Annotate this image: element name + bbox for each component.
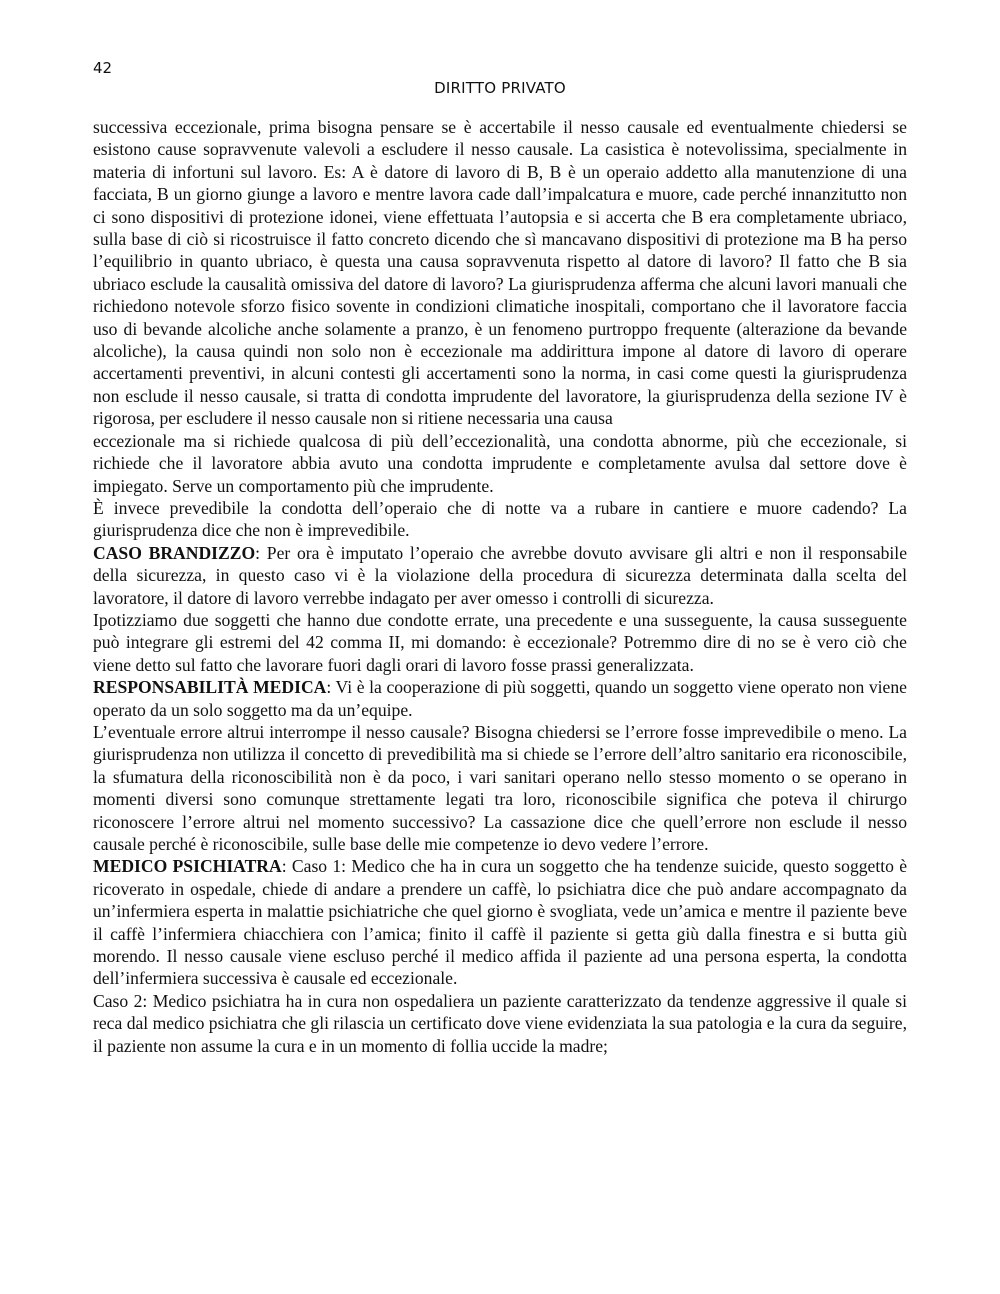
paragraph: [93, 676, 907, 721]
paragraph: [93, 497, 907, 542]
body-text: [93, 116, 907, 1057]
paragraph: [93, 609, 907, 676]
paragraph: [93, 990, 907, 1057]
paragraph: [93, 116, 907, 430]
running-header: DIRITTO PRIVATO: [434, 79, 566, 97]
paragraph-text: Caso 2: Medico psichiatra ha in cura non ospedaliera un paziente caratterizzato da tendenze aggressive il quale si reca dal medico psichiatra che gli rilascia un certificato dove viene evidenziata la sua patologia e la cura da seguire, il paziente non assume la cura e in un momento di follia uccide la madre;: [93, 990, 907, 1056]
paragraph-text: successiva eccezionale, prima bisogna pensare se è accertabile il nesso causale ed eventualmente chiedersi se esistono cause sopravvenute valevoli a escludere il nesso causale. La casistica è notevolissima, specialmente in materia di infortuni sul lavoro. Es: A è datore di lavoro di B, B è un operaio addetto alla manutenzione di una facciata, B un giorno giunge a lavoro e mentre lavora cade dall’impalcatura e muore, cade perché innanzitutto non ci sono dispositivi di protezione idonei, viene effettuata l’autopsia e si accerta che B era completamente ubriaco, sulla base di ciò si ricostruisce il fatto concreto dicendo che sì mancavano dispositivi di protezione ma B ha perso l’equilibrio in quanto ubriaco, è questa una causa sopravvenuta rispetto al datore di lavoro? Il fatto che B sia ubriaco esclude la causalità omissiva del datore di lavoro? La giurisprudenza afferma che alcuni lavori manuali che richiedono notevole sforzo fisico sovente in condizioni climatiche inospitali, comportano che il lavoratore faccia uso di bevande alcoliche anche solamente a pranzo, è un fenomeno purtroppo frequente (alterazione da bevande alcoliche), la causa quindi non solo non è eccezionale ma addirittura impone al datore di lavoro di operare accertamenti preventivi, in alcuni contesti gli accertamenti sono la norma, in casi come questi la giurisprudenza non esclude il nesso causale, si tratta di condotta imprudente del lavoratore, la giurisprudenza della sezione IV è rigorosa, per escludere il nesso causale non si ritiene necessaria una causa: [93, 117, 907, 429]
paragraph-text: È invece prevedibile la condotta dell’operaio che di notte va a rubare in cantiere e muore cadendo? La giurisprudenza dice che non è imprevedibile.: [93, 497, 907, 541]
paragraph: [93, 542, 907, 609]
paragraph-text: : Caso 1: Medico che ha in cura un soggetto che ha tendenze suicide, questo soggetto è ricoverato in ospedale, chiede di andare a prendere un caffè, lo psichiatra dice che può andare accompagnato da un’infermiera esperta in malattie psichiatriche che quel giorno è svogliata, vede un’amica e mentre il paziente beve il caffè l’infermiera chiacchiera con l’amica; finito il caffè il paziente si getta giù dalla finestra e si butta giù morendo. Il nesso causale viene escluso perché il medico affida il paziente ad una persona esperta, la condotta dell’infermiera successiva è causale ed eccezionale.: [93, 856, 908, 989]
paragraph-text: : Vi è la cooperazione di più soggetti, quando un soggetto viene operato non viene operato da un solo soggetto ma da un’equipe.: [93, 677, 907, 720]
paragraph-text: L’eventuale errore altrui interrompe il nesso causale? Bisogna chiedersi se l’errore fosse imprevedibile o meno. La giurisprudenza non utilizza il concetto di prevedibilità ma si chiede se l’errore dell’altro sanitario era riconoscibile, la sfumatura della riconoscibilità non è da poco, i vari sanitari operano nello stesso momento o se operano in momenti diversi sono comunque strettamente legati tra loro, riconoscibile significa che poteva il chirurgo riconoscere l’errore altrui nel momento successivo? La cassazione dice che quell’errore non esclude il nesso causale perché è riconoscibile, sulle base delle mie competenze io devo vedere l’errore.: [93, 721, 907, 854]
section-heading: CASO BRANDIZZO: [93, 542, 256, 563]
paragraph: [93, 721, 907, 855]
paragraph: [93, 855, 907, 989]
page-number: 42: [93, 59, 113, 77]
paragraph-text: eccezionale ma si richiede qualcosa di più dell’eccezionalità, una condotta abnorme, più che eccezionale, si richiede che il lavoratore abbia avuto una condotta imprudente e completamente avulsa dal settore dove è impiegato. Serve un comportamento più che imprudente.: [93, 430, 907, 496]
section-heading: MEDICO PSICHIATRA: [93, 856, 282, 877]
section-heading: RESPONSABILITÀ MEDICA: [93, 677, 327, 698]
paragraph-text: Ipotizziamo due soggetti che hanno due condotte errate, una precedente e una susseguente, la causa susseguente può integrare gli estremi del 42 comma II, mi domando: è eccezionale? Potremmo dire di no se è vero ciò che viene detto sul fatto che lavorare fuori dagli orari di lavoro fosse prassi generalizzata.: [93, 609, 907, 675]
paragraph: [93, 430, 907, 497]
paragraph-text: : Per ora è imputato l’operaio che avrebbe dovuto avvisare gli altri e non il responsabile della sicurezza, in questo caso vi è la violazione della procedura di sicurezza determinata dalla scelta del lavoratore, il datore di lavoro verrebbe indagato per aver omesso i controlli di sicurezza.: [93, 542, 908, 608]
